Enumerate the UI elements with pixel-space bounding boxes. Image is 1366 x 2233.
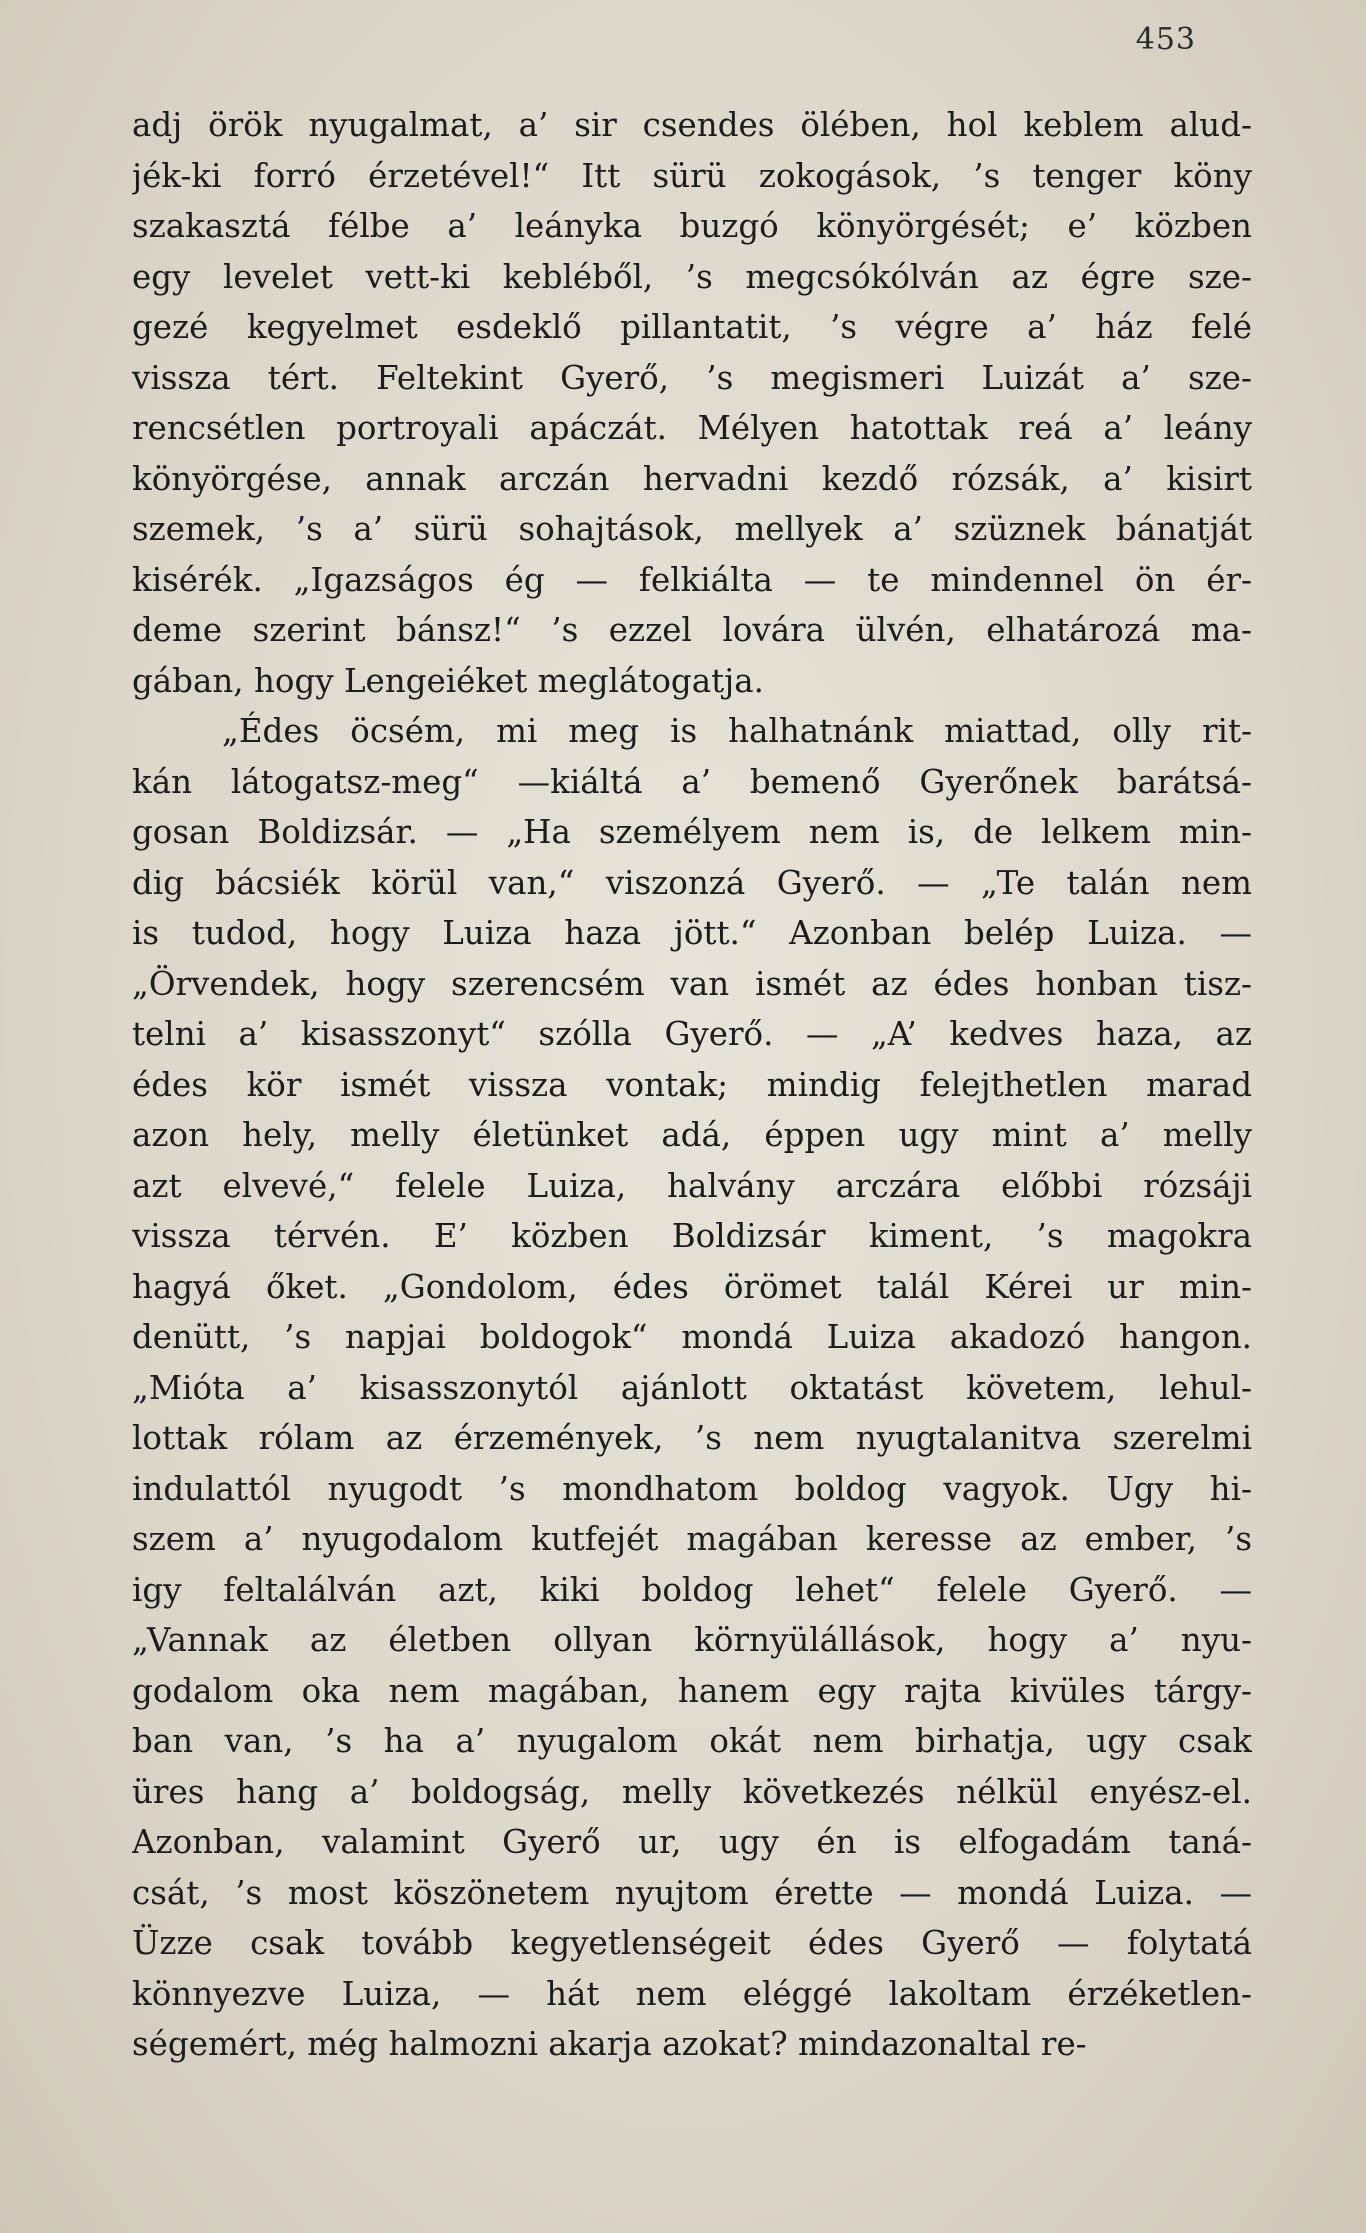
body-text [132, 100, 1252, 2070]
text-line: azt elvevé,“ felele Luiza, halvány arczára előbbi rózsáji [132, 1166, 1252, 1205]
text-line: kán látogatsz-meg“ —kiáltá a’ bemenő Gyerőnek barátsá- [132, 762, 1252, 801]
text-line: indulattól nyugodt ’s mondhatom boldog vagyok. Ugy hi- [132, 1469, 1252, 1508]
text-line: hagyá őket. „Gondolom, édes örömet talál Kérei ur min- [132, 1267, 1252, 1306]
text-line: denütt, ’s napjai boldogok“ mondá Luiza akadozó hangon. [132, 1318, 1252, 1356]
text-line: azon hely, melly életünket adá, éppen ugy mint a’ melly [132, 1116, 1252, 1154]
text-line: üres hang a’ boldogság, melly következés nélkül enyész-el. [132, 1772, 1252, 1811]
text-line: „Vannak az életben ollyan környülállások, hogy a’ nyu- [132, 1621, 1252, 1659]
text-line: kisérék. „Igazságos ég — felkiálta — te mindennel ön ér- [132, 560, 1252, 599]
text-line: „Mióta a’ kisasszonytól ajánlott oktatást követem, lehul- [132, 1368, 1252, 1407]
text-line: telni a’ kisasszonyt“ szólla Gyerő. — „A’ kedves haza, az [132, 1015, 1252, 1053]
page-number: 453 [1135, 22, 1196, 57]
text-line: jék-ki forró érzetével!“ Itt sürü zokogások, ’s tenger köny [132, 156, 1252, 195]
text-line: dig bácsiék körül van,“ viszonzá Gyerő. — „Te talán nem [132, 863, 1252, 902]
text-line: szemek, ’s a’ sürü sohajtások, mellyek a’ szüznek bánatját [132, 510, 1252, 548]
text-line: lottak rólam az érzemények, ’s nem nyugtalanitva szerelmi [132, 1419, 1252, 1457]
text-line: ségemért, még halmozni akarja azokat? mindazonaltal re- [132, 2025, 1087, 2063]
text-line: is tudod, hogy Luiza haza jött.“ Azonban belép Luiza. — [132, 914, 1252, 952]
text-line: rencsétlen portroyali apáczát. Mélyen hatottak reá a’ leány [132, 409, 1252, 447]
text-line: vissza tért. Feltekint Gyerő, ’s megismeri Luizát a’ sze- [132, 358, 1252, 397]
text-line: „Édes öcsém, mi meg is halhatnánk miattad, olly rit- [222, 712, 1252, 750]
text-line: gában, hogy Lengeiéket meglátogatja. [132, 661, 764, 700]
text-line: vissza térvén. E’ közben Boldizsár kiment, ’s magokra [132, 1217, 1252, 1255]
text-line: „Örvendek, hogy szerencsém van ismét az édes honban tisz- [132, 964, 1252, 1003]
text-line: deme szerint bánsz!“ ’s ezzel lovára ülvén, elhatározá ma- [132, 611, 1252, 649]
text-line: gosan Boldizsár. — „Ha személyem nem is, de lelkem min- [132, 813, 1252, 851]
text-line: könnyezve Luiza, — hát nem eléggé lakoltam érzéketlen- [132, 1974, 1252, 2013]
text-line: igy feltalálván azt, kiki boldog lehet“ felele Gyerő. — [132, 1570, 1252, 1609]
text-line: ban van, ’s ha a’ nyugalom okát nem birhatja, ugy csak [132, 1722, 1252, 1760]
text-line: Üzze csak tovább kegyetlenségeit édes Gyerő — folytatá [132, 1924, 1252, 1962]
text-line: egy levelet vett-ki kebléből, ’s megcsókólván az égre sze- [132, 257, 1252, 296]
text-line: Azonban, valamint Gyerő ur, ugy én is elfogadám taná- [132, 1823, 1252, 1861]
text-line: gezé kegyelmet esdeklő pillantatit, ’s végre a’ ház felé [132, 308, 1252, 346]
text-line: szem a’ nyugodalom kutfejét magában keresse az ember, ’s [132, 1520, 1252, 1558]
text-line: könyörgése, annak arczán hervadni kezdő rózsák, a’ kisirt [132, 459, 1252, 498]
text-line: csát, ’s most köszönetem nyujtom érette — mondá Luiza. — [132, 1873, 1252, 1912]
text-line: édes kör ismét vissza vontak; mindig felejthetlen marad [132, 1065, 1252, 1104]
text-line: adj örök nyugalmat, a’ sir csendes ölében, hol keblem alud- [132, 106, 1252, 144]
text-line: godalom oka nem magában, hanem egy rajta kivüles tárgy- [132, 1671, 1252, 1710]
text-line: szakasztá félbe a’ leányka buzgó könyörgését; e’ közben [132, 207, 1252, 245]
